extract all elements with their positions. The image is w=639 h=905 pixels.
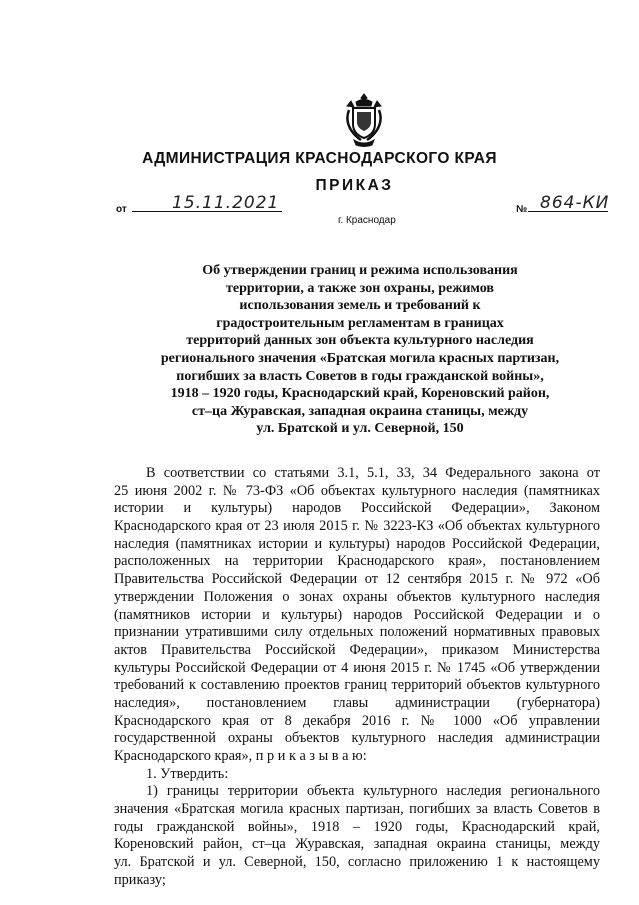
body-line: Краснодарского края от 8 декабря 2016 г. № 1000 «Об управлении	[114, 712, 600, 729]
body-line: Правительства Российской Федерации от 12 сентября 2015 г. № 972 «Об	[114, 571, 600, 588]
document-type: ПРИКАЗ	[315, 177, 394, 194]
title-line: градостроительным регламентам в границах	[216, 315, 504, 331]
title-line: 1918 – 1920 годы, Краснодарский край, Кореновский район,	[170, 386, 550, 402]
number-underline	[528, 211, 608, 212]
body-line: культуры Российской Федерации от 4 июня 2015 г. № 1745 «Об утверждении	[114, 659, 600, 676]
title-line: Об утверждении границ и режима использования	[202, 263, 518, 278]
body-line: ул. Братской и ул. Северной, 150, согласно приложению 1 к настоящему	[114, 854, 600, 871]
title-line: использования земель и требований к	[239, 298, 481, 314]
title-line: регионального значения «Братская могила красных партизан,	[160, 350, 560, 366]
coat-of-arms-emblem	[344, 92, 384, 148]
body-line: Кореновский район, ст–ца Журавская, западная окраина станицы, между	[114, 836, 600, 853]
body-line: Краснодарского края от 23 июля 2015 г. № 3223-КЗ «Об объектах культурного	[114, 518, 600, 535]
title-line: территорий данных зон объекта культурного наследия	[186, 333, 534, 349]
body-line: Краснодарского края», п р и к а з ы в а ю:	[114, 748, 367, 764]
body-line: приказу;	[114, 871, 166, 888]
body-line: наследия», постановлением главы администрации (губернатора)	[114, 694, 600, 711]
body-line: 1. Утвердить:	[146, 765, 229, 782]
body-line: актов Правительства Российской Федерации», приказом Министерства	[114, 641, 600, 658]
number-value: 864-КИ	[540, 193, 610, 213]
body-line: расположенных на территории Краснодарского края», постановлением	[114, 553, 600, 570]
document-title	[120, 262, 600, 438]
organization-name: АДМИНИСТРАЦИЯ КРАСНОДАРСКОГО КРАЯ	[142, 150, 497, 167]
city-name: г. Краснодар	[338, 215, 396, 226]
body-line: значения «Братская могила красных партизан, погибших за власть Советов в	[114, 801, 600, 818]
body-line: (памятников истории и культуры) народов Российской Федерации и о	[114, 606, 600, 623]
body-line: утверждении Положения о зонах охраны объектов культурного наследия	[114, 588, 600, 605]
title-line: ул. Братской и ул. Северной, 150	[256, 421, 464, 437]
body-line: требований к составлению проектов границ территорий объектов культурного	[114, 677, 600, 694]
body-line: 1) границы территории объекта культурного наследия регионального	[146, 783, 600, 800]
title-line: территории, а также зон охраны, режимов	[226, 280, 494, 296]
body-line: В соответствии со статьями 3.1, 5.1, 33, 34 Федерального закона от	[146, 465, 600, 481]
body-line: государственной охраны объектов культурного наследия администрации	[114, 730, 600, 747]
body-line: годы гражданской войны», 1918 – 1920 годы, Краснодарский край,	[114, 818, 600, 835]
body-line: наследия (памятниках истории и культуры) народов Российской Федерации,	[114, 535, 600, 552]
date-underline	[132, 211, 282, 212]
body-line: 25 июня 2002 г. № 73-ФЗ «Об объектах культурного наследия (памятниках	[114, 482, 600, 499]
body-line: признании утратившими силу отдельных положений нормативных правовых	[114, 624, 600, 641]
body-line: истории и культуры) народов Российской Федерации», Законом	[114, 500, 600, 517]
date-value: 15.11.2021	[172, 193, 280, 213]
title-line: погибших за власть Советов в годы гражданской войны»,	[176, 368, 544, 384]
document-body	[114, 465, 600, 890]
title-line: ст–ца Журавская, западная окраина станицы, между	[191, 403, 529, 419]
number-label: №	[516, 204, 528, 215]
date-label: от	[116, 204, 127, 215]
